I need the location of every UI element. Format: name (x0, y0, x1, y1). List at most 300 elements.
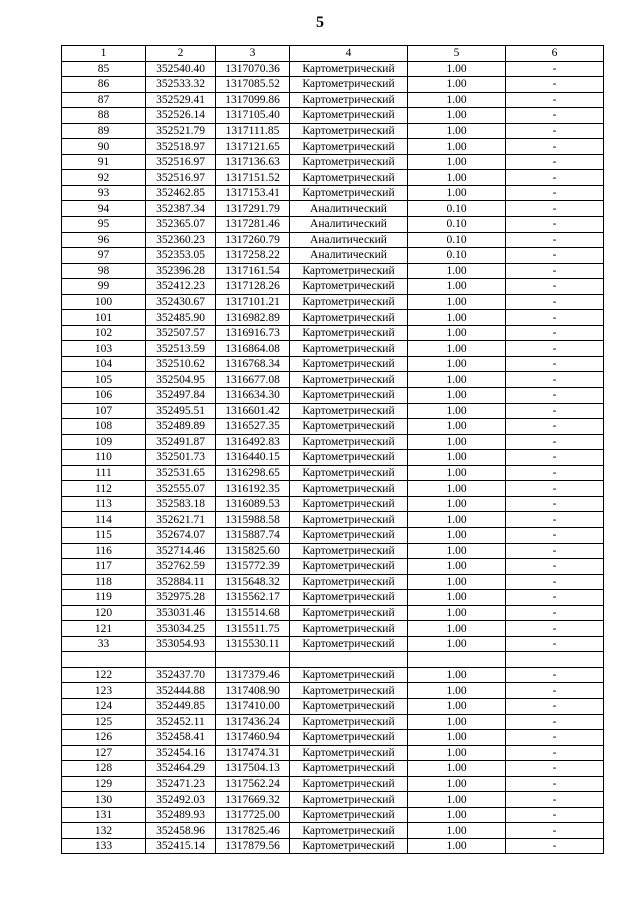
table-cell: - (506, 730, 604, 746)
table-cell: 114 (62, 512, 146, 528)
table-cell: 101 (62, 310, 146, 326)
table-cell: Картометрический (290, 310, 408, 326)
table-cell: 1.00 (408, 605, 506, 621)
table-cell: 352458.96 (146, 823, 216, 839)
table-cell: 1316492.83 (216, 434, 290, 450)
table-cell: 0.10 (408, 232, 506, 248)
table-row (62, 559, 604, 575)
table-cell: 1.00 (408, 294, 506, 310)
table-cell: 1.00 (408, 714, 506, 730)
table-cell (506, 652, 604, 668)
table-row (62, 481, 604, 497)
table-cell: 352540.40 (146, 61, 216, 77)
table-cell: Картометрический (290, 807, 408, 823)
table-cell: 352430.67 (146, 294, 216, 310)
table-cell: Картометрический (290, 590, 408, 606)
table-cell: Картометрический (290, 698, 408, 714)
table-cell: 1.00 (408, 341, 506, 357)
table-cell: - (506, 108, 604, 124)
table-row (62, 714, 604, 730)
table-cell: 98 (62, 263, 146, 279)
table-cell: 1.00 (408, 372, 506, 388)
table-cell: 1317410.00 (216, 698, 290, 714)
table-cell: 1.00 (408, 310, 506, 326)
table-body (62, 46, 604, 854)
table-row (62, 776, 604, 792)
table-cell: 106 (62, 388, 146, 404)
table-cell: 1.00 (408, 574, 506, 590)
table-cell: 109 (62, 434, 146, 450)
table-cell: 119 (62, 590, 146, 606)
table-row (62, 123, 604, 139)
table-cell: Картометрический (290, 61, 408, 77)
table-cell: - (506, 481, 604, 497)
table-cell: Картометрический (290, 730, 408, 746)
table-cell: 1.00 (408, 61, 506, 77)
table-cell: - (506, 263, 604, 279)
table-cell: 352516.97 (146, 154, 216, 170)
table-cell: 352489.93 (146, 807, 216, 823)
table-cell: 115 (62, 527, 146, 543)
table-cell: 1317258.22 (216, 248, 290, 264)
table-cell: Картометрический (290, 419, 408, 435)
table-cell: 1317281.46 (216, 217, 290, 233)
table-cell: 1.00 (408, 388, 506, 404)
table-cell: 1317825.46 (216, 823, 290, 839)
table-cell: 1317153.41 (216, 185, 290, 201)
table-cell: 1.00 (408, 698, 506, 714)
table-cell: - (506, 325, 604, 341)
table-cell: 352526.14 (146, 108, 216, 124)
table-cell: 352884.11 (146, 574, 216, 590)
table-row (62, 823, 604, 839)
table-row (62, 170, 604, 186)
table-cell: 1.00 (408, 745, 506, 761)
table-cell: 1315772.39 (216, 559, 290, 575)
table-cell (146, 652, 216, 668)
table-cell: 352449.85 (146, 698, 216, 714)
table-cell: 1.00 (408, 496, 506, 512)
coordinates-table (61, 45, 604, 854)
table-cell: - (506, 434, 604, 450)
table-cell: 1315988.58 (216, 512, 290, 528)
table-cell: - (506, 217, 604, 233)
table-cell: Картометрический (290, 403, 408, 419)
table-cell: 1317121.65 (216, 139, 290, 155)
table-cell: 104 (62, 356, 146, 372)
table-cell: - (506, 823, 604, 839)
table-cell: 1317128.26 (216, 279, 290, 295)
table-cell: 1316527.35 (216, 419, 290, 435)
table-cell: 110 (62, 450, 146, 466)
table-cell: - (506, 496, 604, 512)
table-row (62, 372, 604, 388)
table-row (62, 745, 604, 761)
table-cell: - (506, 139, 604, 155)
table-cell: Картометрический (290, 714, 408, 730)
table-cell: - (506, 683, 604, 699)
table-row (62, 761, 604, 777)
table-cell: 1.00 (408, 776, 506, 792)
table-cell: 1316601.42 (216, 403, 290, 419)
table-cell: Картометрический (290, 667, 408, 683)
table-cell: 88 (62, 108, 146, 124)
table-cell: 1316440.15 (216, 450, 290, 466)
header-cell: 6 (506, 46, 604, 62)
table-cell: Картометрический (290, 745, 408, 761)
table-cell: 1.00 (408, 419, 506, 435)
table-cell: 1.00 (408, 730, 506, 746)
table-cell: 1.00 (408, 279, 506, 295)
table-row (62, 61, 604, 77)
table-cell: - (506, 77, 604, 93)
table-cell: 352464.29 (146, 761, 216, 777)
table-cell: 353031.46 (146, 605, 216, 621)
table-cell: - (506, 310, 604, 326)
table-cell: 1.00 (408, 792, 506, 808)
table-cell: - (506, 403, 604, 419)
table-row (62, 356, 604, 372)
table-cell: 93 (62, 185, 146, 201)
table-cell: 1.00 (408, 92, 506, 108)
table-cell: 1.00 (408, 77, 506, 93)
table-cell: 353054.93 (146, 636, 216, 652)
table-row (62, 201, 604, 217)
table-cell: 103 (62, 341, 146, 357)
table-cell: 111 (62, 465, 146, 481)
table-cell: 1.00 (408, 667, 506, 683)
table-row (62, 574, 604, 590)
table-cell: 1.00 (408, 450, 506, 466)
table-cell (62, 652, 146, 668)
table-cell: 352518.97 (146, 139, 216, 155)
table-cell: 105 (62, 372, 146, 388)
table-cell: Картометрический (290, 108, 408, 124)
table-cell: 100 (62, 294, 146, 310)
table-cell: 1.00 (408, 170, 506, 186)
table-cell: - (506, 419, 604, 435)
table-cell: Картометрический (290, 481, 408, 497)
table-cell: 1.00 (408, 543, 506, 559)
table-row (62, 543, 604, 559)
table-cell: Картометрический (290, 279, 408, 295)
header-cell: 3 (216, 46, 290, 62)
table-row (62, 325, 604, 341)
table-cell: 120 (62, 605, 146, 621)
table-cell: 352485.90 (146, 310, 216, 326)
table-cell: 97 (62, 248, 146, 264)
table-cell: 1317136.63 (216, 154, 290, 170)
table-cell: Картометрический (290, 388, 408, 404)
table-cell: Картометрический (290, 621, 408, 637)
table-cell: 352462.85 (146, 185, 216, 201)
table-cell: 102 (62, 325, 146, 341)
table-cell: 352621.71 (146, 512, 216, 528)
table-cell: Картометрический (290, 154, 408, 170)
table-cell: 113 (62, 496, 146, 512)
table-cell: 1317105.40 (216, 108, 290, 124)
table-cell: 94 (62, 201, 146, 217)
table-cell: - (506, 574, 604, 590)
table-cell: Картометрический (290, 512, 408, 528)
table-cell: 0.10 (408, 248, 506, 264)
table-cell: 1.00 (408, 465, 506, 481)
table-row (62, 667, 604, 683)
table-cell: 125 (62, 714, 146, 730)
table-cell: 1317111.85 (216, 123, 290, 139)
table-cell: Картометрический (290, 605, 408, 621)
table-cell: Картометрический (290, 823, 408, 839)
table-cell: 1316982.89 (216, 310, 290, 326)
table-cell: 107 (62, 403, 146, 419)
table-cell: 1.00 (408, 185, 506, 201)
table-cell: 1316768.34 (216, 356, 290, 372)
table-cell: 99 (62, 279, 146, 295)
table-cell: 131 (62, 807, 146, 823)
table-cell: - (506, 123, 604, 139)
table-cell (408, 652, 506, 668)
table-cell: 132 (62, 823, 146, 839)
table-cell: 352495.51 (146, 403, 216, 419)
table-cell: Картометрический (290, 574, 408, 590)
header-cell: 1 (62, 46, 146, 62)
table-cell: 121 (62, 621, 146, 637)
table-cell: 90 (62, 139, 146, 155)
table-cell: 1315511.75 (216, 621, 290, 637)
table-cell: 92 (62, 170, 146, 186)
table-cell: - (506, 232, 604, 248)
table-cell: - (506, 745, 604, 761)
table-cell: 123 (62, 683, 146, 699)
table-cell: 126 (62, 730, 146, 746)
table-cell: 352529.41 (146, 92, 216, 108)
table-cell: - (506, 170, 604, 186)
table-cell: 1.00 (408, 263, 506, 279)
table-cell: - (506, 341, 604, 357)
table-cell: 1.00 (408, 807, 506, 823)
table-cell: 352533.32 (146, 77, 216, 93)
table-cell: 1317379.46 (216, 667, 290, 683)
table-row (62, 92, 604, 108)
table-cell: 1316864.08 (216, 341, 290, 357)
table-row (62, 263, 604, 279)
table-cell: 117 (62, 559, 146, 575)
table-cell: 352516.97 (146, 170, 216, 186)
table-cell: 1317725.00 (216, 807, 290, 823)
table-cell: 96 (62, 232, 146, 248)
table-row (62, 496, 604, 512)
table-cell: 1.00 (408, 403, 506, 419)
header-cell: 4 (290, 46, 408, 62)
table-cell: 1317085.52 (216, 77, 290, 93)
table-cell: 352489.89 (146, 419, 216, 435)
table-cell: Картометрический (290, 372, 408, 388)
table-cell: 124 (62, 698, 146, 714)
table-cell: 1.00 (408, 621, 506, 637)
table-cell: 1315825.60 (216, 543, 290, 559)
table-cell: 1317474.31 (216, 745, 290, 761)
table-cell (290, 652, 408, 668)
header-cell: 5 (408, 46, 506, 62)
table-cell: 95 (62, 217, 146, 233)
table-cell: - (506, 807, 604, 823)
table-cell: - (506, 388, 604, 404)
table-row (62, 310, 604, 326)
table-cell: Картометрический (290, 92, 408, 108)
table-cell: Картометрический (290, 325, 408, 341)
table-row (62, 341, 604, 357)
table-cell: 352513.59 (146, 341, 216, 357)
table-cell: 129 (62, 776, 146, 792)
table-row (62, 279, 604, 295)
table-cell: 1.00 (408, 356, 506, 372)
table-cell: - (506, 559, 604, 575)
table-cell: 128 (62, 761, 146, 777)
table-cell: 352975.28 (146, 590, 216, 606)
table-cell: 1.00 (408, 636, 506, 652)
table-cell: - (506, 279, 604, 295)
table-cell: Картометрический (290, 294, 408, 310)
table-cell: 116 (62, 543, 146, 559)
table-cell: 352415.14 (146, 838, 216, 854)
table-cell: Картометрический (290, 185, 408, 201)
table-cell: 133 (62, 838, 146, 854)
table-cell: 1317408.90 (216, 683, 290, 699)
table-row (62, 419, 604, 435)
table-cell: 353034.25 (146, 621, 216, 637)
table-cell: 352762.59 (146, 559, 216, 575)
table-cell: 1316634.30 (216, 388, 290, 404)
table-row (62, 621, 604, 637)
table-cell: Картометрический (290, 465, 408, 481)
table-cell: - (506, 185, 604, 201)
table-cell: 352412.23 (146, 279, 216, 295)
table-cell: 1317879.56 (216, 838, 290, 854)
table-cell: - (506, 356, 604, 372)
table-cell: - (506, 667, 604, 683)
table-cell: - (506, 201, 604, 217)
table-cell: 112 (62, 481, 146, 497)
table-cell: 352714.46 (146, 543, 216, 559)
table-cell: Картометрический (290, 450, 408, 466)
table-cell: 108 (62, 419, 146, 435)
table-cell: - (506, 543, 604, 559)
table-cell: 1.00 (408, 761, 506, 777)
table-cell: 1317070.36 (216, 61, 290, 77)
table-cell: Картометрический (290, 123, 408, 139)
table-row (62, 248, 604, 264)
table-cell (216, 652, 290, 668)
table-row (62, 294, 604, 310)
table-row (62, 139, 604, 155)
table-cell: 1317151.52 (216, 170, 290, 186)
table-cell: - (506, 450, 604, 466)
table-cell: 86 (62, 77, 146, 93)
table-cell: Картометрический (290, 761, 408, 777)
table-cell: 352353.05 (146, 248, 216, 264)
table-cell: 1316677.08 (216, 372, 290, 388)
table-cell: 352531.65 (146, 465, 216, 481)
table-row (62, 217, 604, 233)
table-cell: 1.00 (408, 590, 506, 606)
table-row (62, 652, 604, 668)
table-cell: Аналитический (290, 217, 408, 233)
header-cell: 2 (146, 46, 216, 62)
table-cell: Картометрический (290, 683, 408, 699)
table-cell: Картометрический (290, 838, 408, 854)
table-cell: 33 (62, 636, 146, 652)
table-cell: 1.00 (408, 154, 506, 170)
table-cell: 1317260.79 (216, 232, 290, 248)
table-cell: - (506, 621, 604, 637)
table-cell: 1.00 (408, 123, 506, 139)
table-cell: - (506, 465, 604, 481)
table-cell: Картометрический (290, 263, 408, 279)
table-row (62, 512, 604, 528)
table-cell: Аналитический (290, 248, 408, 264)
table-row (62, 465, 604, 481)
table-cell: - (506, 838, 604, 854)
table-cell: 1316916.73 (216, 325, 290, 341)
table-cell: 1317291.79 (216, 201, 290, 217)
table-cell: Картометрический (290, 170, 408, 186)
table-cell: 1.00 (408, 683, 506, 699)
table-cell: - (506, 61, 604, 77)
table-cell: 352387.34 (146, 201, 216, 217)
table-cell: Картометрический (290, 356, 408, 372)
table-row (62, 77, 604, 93)
table-cell: - (506, 92, 604, 108)
table-row (62, 108, 604, 124)
table-row (62, 838, 604, 854)
table-cell: 352583.18 (146, 496, 216, 512)
table-cell: 91 (62, 154, 146, 170)
table-cell: - (506, 154, 604, 170)
table-cell: 1315514.68 (216, 605, 290, 621)
table-cell: 352497.84 (146, 388, 216, 404)
table-row (62, 450, 604, 466)
table-row (62, 527, 604, 543)
table-cell: Аналитический (290, 201, 408, 217)
table-cell: 352444.88 (146, 683, 216, 699)
table-cell: 352521.79 (146, 123, 216, 139)
table-cell: 1.00 (408, 838, 506, 854)
table-cell: Картометрический (290, 77, 408, 93)
table-cell: 1315562.17 (216, 590, 290, 606)
table-row (62, 683, 604, 699)
table-cell: 1.00 (408, 139, 506, 155)
table-cell: Картометрический (290, 139, 408, 155)
table-cell: 127 (62, 745, 146, 761)
table-cell: 1.00 (408, 481, 506, 497)
table-cell: 87 (62, 92, 146, 108)
table-row (62, 698, 604, 714)
table-row (62, 807, 604, 823)
table-cell: 130 (62, 792, 146, 808)
table-cell: 352458.41 (146, 730, 216, 746)
table-cell: - (506, 248, 604, 264)
table-cell: Картометрический (290, 527, 408, 543)
table-cell: 352504.95 (146, 372, 216, 388)
table-cell: - (506, 714, 604, 730)
table-cell: Картометрический (290, 636, 408, 652)
table-cell: 1.00 (408, 108, 506, 124)
table-cell: 1317669.32 (216, 792, 290, 808)
table-cell: 352471.23 (146, 776, 216, 792)
table-row (62, 792, 604, 808)
table-row (62, 388, 604, 404)
table-cell: Картометрический (290, 543, 408, 559)
